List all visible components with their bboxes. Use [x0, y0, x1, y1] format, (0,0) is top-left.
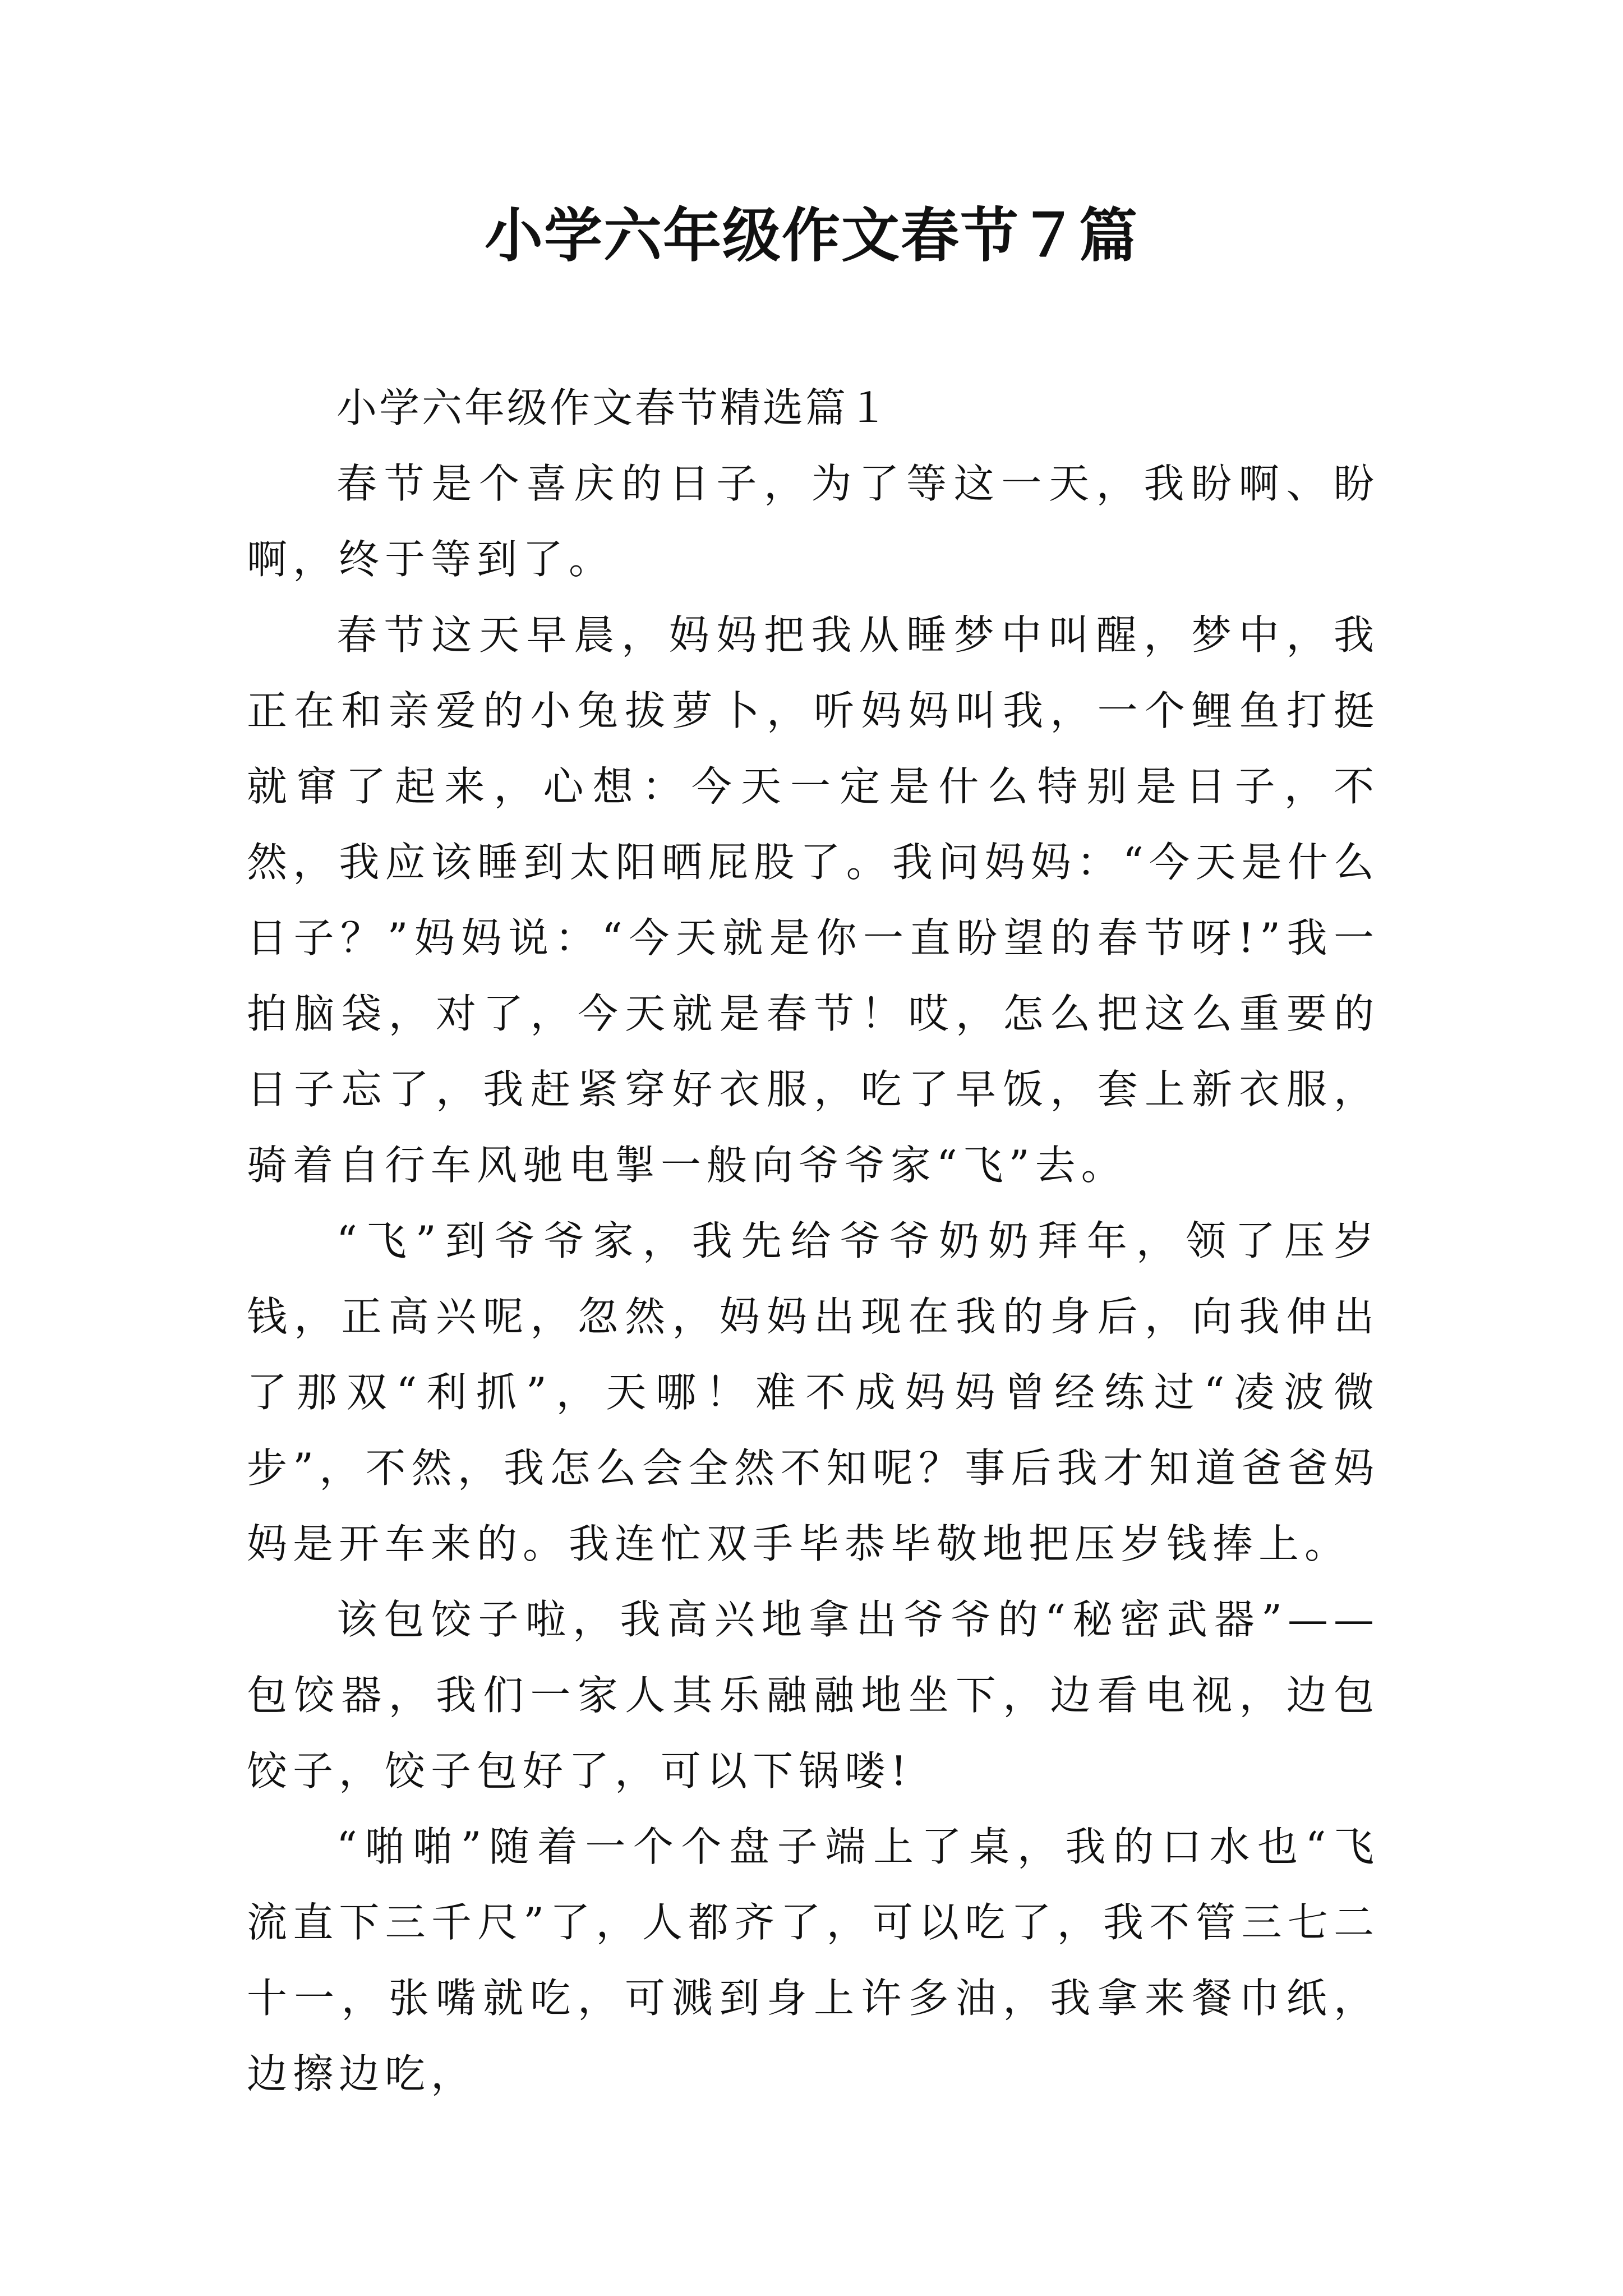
- section-heading: 小学六年级作文春节精选篇１: [336, 384, 891, 431]
- page-title: 小学六年级作文春节７篇: [484, 201, 1138, 270]
- paragraph: “飞”到爷爷家，我先给爷爷奶奶拜年，领了压岁钱，正高兴呢，忽然，妈妈出现在我的身后，向我伸出了那双“利抓”，天哪！难不成妈妈曾经练过“凌波微步”，不然，我怎么会全然不知呢？事后我才知道爸爸妈妈是开车来的。我连忙双手毕恭毕敬地把压岁钱捧上。: [247, 1217, 1380, 1567]
- paragraph: 春节是个喜庆的日子，为了等这一天，我盼啊、盼啊，终于等到了。: [247, 460, 1380, 583]
- paragraph: 该包饺子啦，我高兴地拿出爷爷的“秘密武器”——包饺器，我们一家人其乐融融地坐下，边看电视，边包饺子，饺子包好了，可以下锅喽!: [247, 1596, 1380, 1795]
- document-body: [247, 370, 1380, 2112]
- paragraph: “啪啪”随着一个个盘子端上了桌，我的口水也“飞流直下三千尺”了，人都齐了，可以吃了，我不管三七二十一，张嘴就吃，可溅到身上许多油，我拿来餐巾纸，边擦边吃，: [247, 1823, 1380, 2097]
- paragraph: 春节这天早晨，妈妈把我从睡梦中叫醒，梦中，我正在和亲爱的小兔拔萝卜，听妈妈叫我，一个鲤鱼打挺就窜了起来，心想：今天一定是什么特别是日子，不然，我应该睡到太阳晒屁股了。我问妈妈：“今天是什么日子？”妈妈说：“今天就是你一直盼望的春节呀!”我一拍脑袋，对了，今天就是春节！哎，怎么把这么重要的日子忘了，我赶紧穿好衣服，吃了早饭，套上新衣服，骑着自行车风驰电掣一般向爷爷家“飞”去。: [247, 611, 1380, 1189]
